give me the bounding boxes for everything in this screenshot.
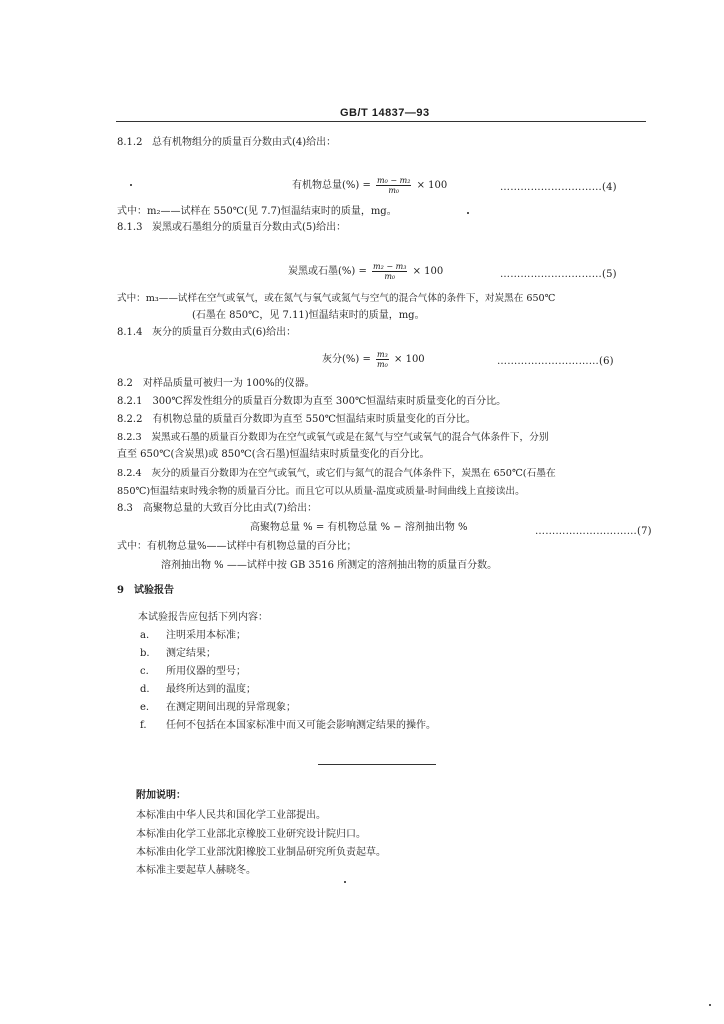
where-clause-eq7-line1: 式中：有机物总量%——试样中有机物总量的百分比；: [117, 541, 357, 552]
item-marker: c.: [140, 666, 149, 677]
fraction-numerator: m₀ − m₂: [377, 176, 411, 185]
clause-8-2-3-line1: 8.2.3 炭黑或石墨的质量百分数即为在空气或氧气或是在氮气与空气或氧气的混合气体条件下，分别: [117, 432, 549, 443]
separator-rule: [318, 764, 436, 765]
clause-8-2-4-line2: 850℃)恒温结束时残余物的质量百分比。而且它可以从质量-温度或质量-时间曲线上直接读出。: [117, 486, 525, 497]
equation-4: [292, 176, 447, 195]
clause-number: 8.1.4: [117, 327, 143, 338]
equation-rhs: × 100: [409, 266, 444, 277]
item-marker: d.: [140, 684, 150, 695]
equation-5: [288, 262, 443, 281]
equation-6: [322, 350, 425, 369]
scan-speck: [709, 1004, 711, 1006]
where-clause-eq4: 式中：m₂——试样在 550℃(见 7.7)恒温结束时的质量，mg。: [117, 206, 397, 217]
item-text: 最终所达到的温度；: [166, 684, 256, 695]
item-text: 所用仪器的型号；: [166, 666, 246, 677]
scan-speck: [130, 184, 132, 186]
equation-lhs: 灰分(%) =: [322, 354, 375, 365]
additional-note-line: 本标准由中华人民共和国化学工业部提出。: [136, 810, 326, 821]
equation-lhs: 有机物总量(%) =: [292, 180, 375, 191]
report-item: [140, 702, 296, 714]
report-item: [140, 720, 436, 732]
equation-6-number: …………………………(6): [497, 356, 614, 367]
scan-speck: [344, 881, 346, 883]
equation-rhs: × 100: [390, 354, 425, 365]
where-clause-eq5-line2: (石墨在 850℃，见 7.11)恒温结束时的质量，mg。: [192, 310, 425, 321]
scan-speck: [467, 212, 469, 214]
clause-8-1-4: [117, 327, 296, 339]
clause-8-3: 8.3 高聚物总量的大致百分比由式(7)给出：: [117, 503, 318, 514]
equation-7-number: …………………………(7): [535, 526, 652, 537]
clause-8-2-3-line2: 直至 650℃(含炭黑)或 850℃(含石墨)恒温结束时质量变化的百分比。: [117, 449, 430, 460]
additional-note-line: 本标准由化学工业部北京橡胶工业研究设计院归口。: [136, 829, 366, 840]
item-marker: a.: [140, 630, 150, 641]
where-clause-eq7-line2: 溶剂抽出物 % ——试样中按 GB 3516 所测定的溶剂抽出物的质量百分数。: [161, 560, 498, 571]
fraction-numerator: m₂ − m₃: [373, 262, 407, 271]
report-item: [140, 684, 256, 696]
equation-5-number: …………………………(5): [500, 269, 617, 280]
clause-8-2-1: 8.2.1 300℃挥发性组分的质量百分数即为直至 300℃恒温结束时质量变化的百分比。: [117, 396, 507, 407]
fraction-denominator: m₀: [384, 272, 396, 281]
equation-7: 高聚物总量 % = 有机物总量 % − 溶剂抽出物 %: [250, 522, 468, 533]
additional-note-line: 本标准由化学工业部沈阳橡胶工业制品研究所负责起草。: [136, 847, 386, 858]
additional-note-line: 本标准主要起草人赫晓冬。: [136, 865, 256, 876]
report-item: [140, 648, 216, 660]
item-marker: b.: [140, 648, 150, 659]
equation-rhs: × 100: [413, 180, 448, 191]
section-9-title: 9 试验报告: [117, 585, 174, 596]
clause-text: 灰分的质量百分数由式(6)给出：: [152, 327, 297, 338]
clause-number: 8.1.2: [117, 137, 143, 148]
item-marker: e.: [140, 702, 150, 713]
equation-fraction: [372, 262, 407, 281]
clause-text: 炭黑或石墨组分的质量百分数由式(5)给出：: [152, 222, 347, 233]
clause-8-1-3: [117, 222, 346, 234]
equation-fraction: [376, 350, 389, 369]
fraction-numerator: m₃: [377, 350, 388, 359]
item-text: 在测定期间出现的异常现象；: [166, 702, 296, 713]
additional-notes-title: 附加说明：: [136, 790, 186, 801]
clause-8-2: 8.2 对样品质量可被归一为 100%的仪器。: [117, 378, 315, 389]
clause-8-1-2: [117, 137, 336, 149]
section-9-intro: 本试验报告应包括下列内容：: [138, 612, 268, 623]
report-item: [140, 666, 246, 678]
standard-number-header: GB/T 14837—93: [340, 107, 430, 119]
report-item: [140, 630, 246, 642]
equation-lhs: 炭黑或石墨(%) =: [288, 266, 371, 277]
clause-8-2-2: 8.2.2 有机物总量的质量百分数即为直至 550℃恒温结束时质量变化的百分比。: [117, 414, 476, 425]
clause-number: 8.1.3: [117, 222, 143, 233]
header-rule: [116, 121, 646, 122]
clause-8-2-4-line1: 8.2.4 灰分的质量百分数即为在空气或氧气，或它们与氮气的混合气体条件下，炭黑在 650℃(石墨在: [117, 468, 556, 479]
fraction-denominator: m₀: [377, 360, 388, 369]
clause-text: 总有机物组分的质量百分数由式(4)给出：: [152, 137, 337, 148]
item-text: 测定结果；: [166, 648, 216, 659]
item-text: 任何不包括在本国家标准中而又可能会影响测定结果的操作。: [166, 720, 436, 731]
fraction-denominator: m₀: [388, 186, 400, 195]
where-clause-eq5-line1: 式中：m₃——试样在空气或氧气，或在氮气与氧气或氮气与空气的混合气体的条件下，对炭黑在 650℃: [117, 293, 556, 304]
equation-fraction: [376, 176, 411, 195]
equation-4-number: …………………………(4): [500, 182, 617, 193]
item-text: 注明采用本标准；: [166, 630, 246, 641]
item-marker: f.: [140, 720, 147, 731]
